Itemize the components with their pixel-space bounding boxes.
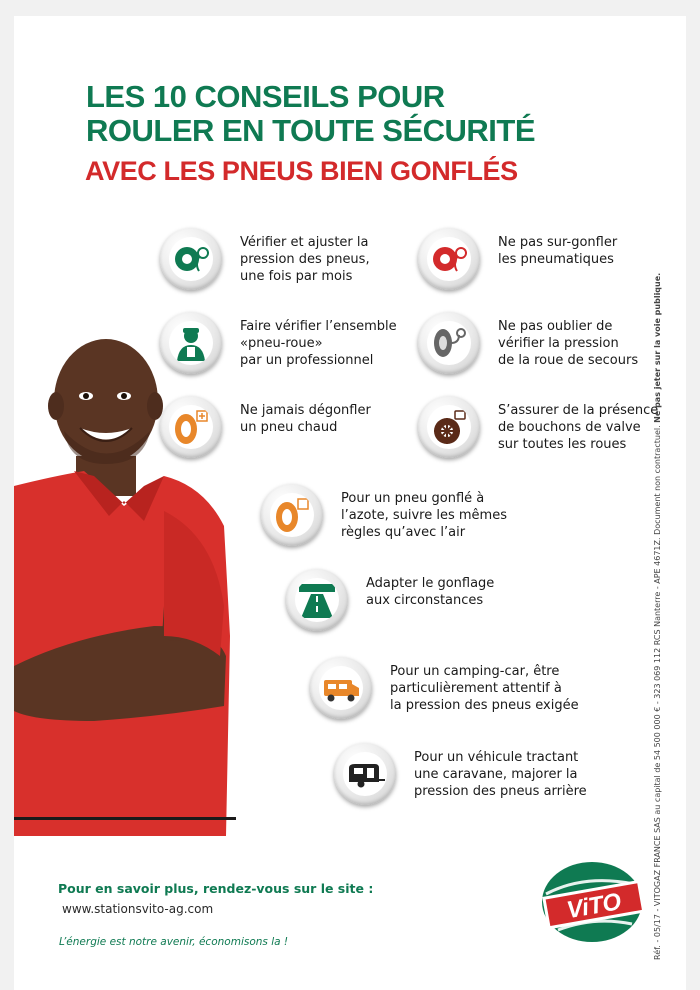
spare-tire-icon xyxy=(418,312,480,374)
title-line-3: AVEC LES PNEUS BIEN GONFLÉS xyxy=(85,156,518,186)
legal-bold: Ne pas jeter sur la voie publique. xyxy=(653,272,662,423)
tip-7-text: Pour un pneu gonflé à l’azote, suivre les mêmes règles qu’avec l’air xyxy=(341,491,507,540)
tip-2-text: Ne pas sur-gonfler les pneumatiques xyxy=(498,235,618,267)
mechanic-icon xyxy=(160,312,222,374)
title-line-1: LES 10 CONSEILS POUR xyxy=(86,79,445,114)
legal-notice xyxy=(651,260,665,960)
flyer-page xyxy=(14,16,686,990)
tip-10-text: Pour un véhicule tractant une caravane, majorer la pression des pneus arrière xyxy=(414,750,587,799)
camper-van-icon xyxy=(310,657,372,719)
website-link[interactable]: www.stationsvito-ag.com xyxy=(62,902,214,916)
tip-4-text: Ne pas oublier de vérifier la pression de la roue de secours xyxy=(498,319,639,368)
nitrogen-tire-icon xyxy=(261,484,323,546)
tip-6-text: S’assurer de la présence de bouchons de valve sur toutes les roues xyxy=(498,403,659,452)
title-line-2: ROULER EN TOUTE SÉCURITÉ xyxy=(86,113,536,148)
vito-logo-text: ViTO xyxy=(564,888,624,925)
caravan-icon xyxy=(334,743,396,805)
slogan: L’énergie est notre avenir, économisons la ! xyxy=(59,936,289,948)
tip-3-text: Faire vérifier l’ensemble «pneu-roue» par un professionnel xyxy=(240,319,397,368)
tire-gauge-icon xyxy=(160,228,222,290)
legal-text: Réf. - 05/17 - VITOGAZ FRANCE SAS au capital de 54 500 000 € - 323 069 112 RCS Nanterre - APE 4671Z. Document non contractuel. xyxy=(653,422,662,960)
divider-line xyxy=(14,817,236,820)
road-icon xyxy=(286,569,348,631)
tip-8-text: Adapter le gonflage aux circonstances xyxy=(366,576,495,608)
tip-9-text: Pour un camping-car, être particulièrement attentif à la pression des pneus exigée xyxy=(390,664,579,713)
hot-tire-icon xyxy=(160,396,222,458)
tire-overinflate-icon xyxy=(418,228,480,290)
tip-1-text: Vérifier et ajuster la pression des pneus, une fois par mois xyxy=(240,235,370,284)
more-info-heading: Pour en savoir plus, rendez-vous sur le site : xyxy=(58,881,374,896)
valve-cap-icon xyxy=(418,396,480,458)
vito-logo xyxy=(524,854,654,954)
tip-5-text: Ne jamais dégonfler un pneu chaud xyxy=(240,403,371,435)
